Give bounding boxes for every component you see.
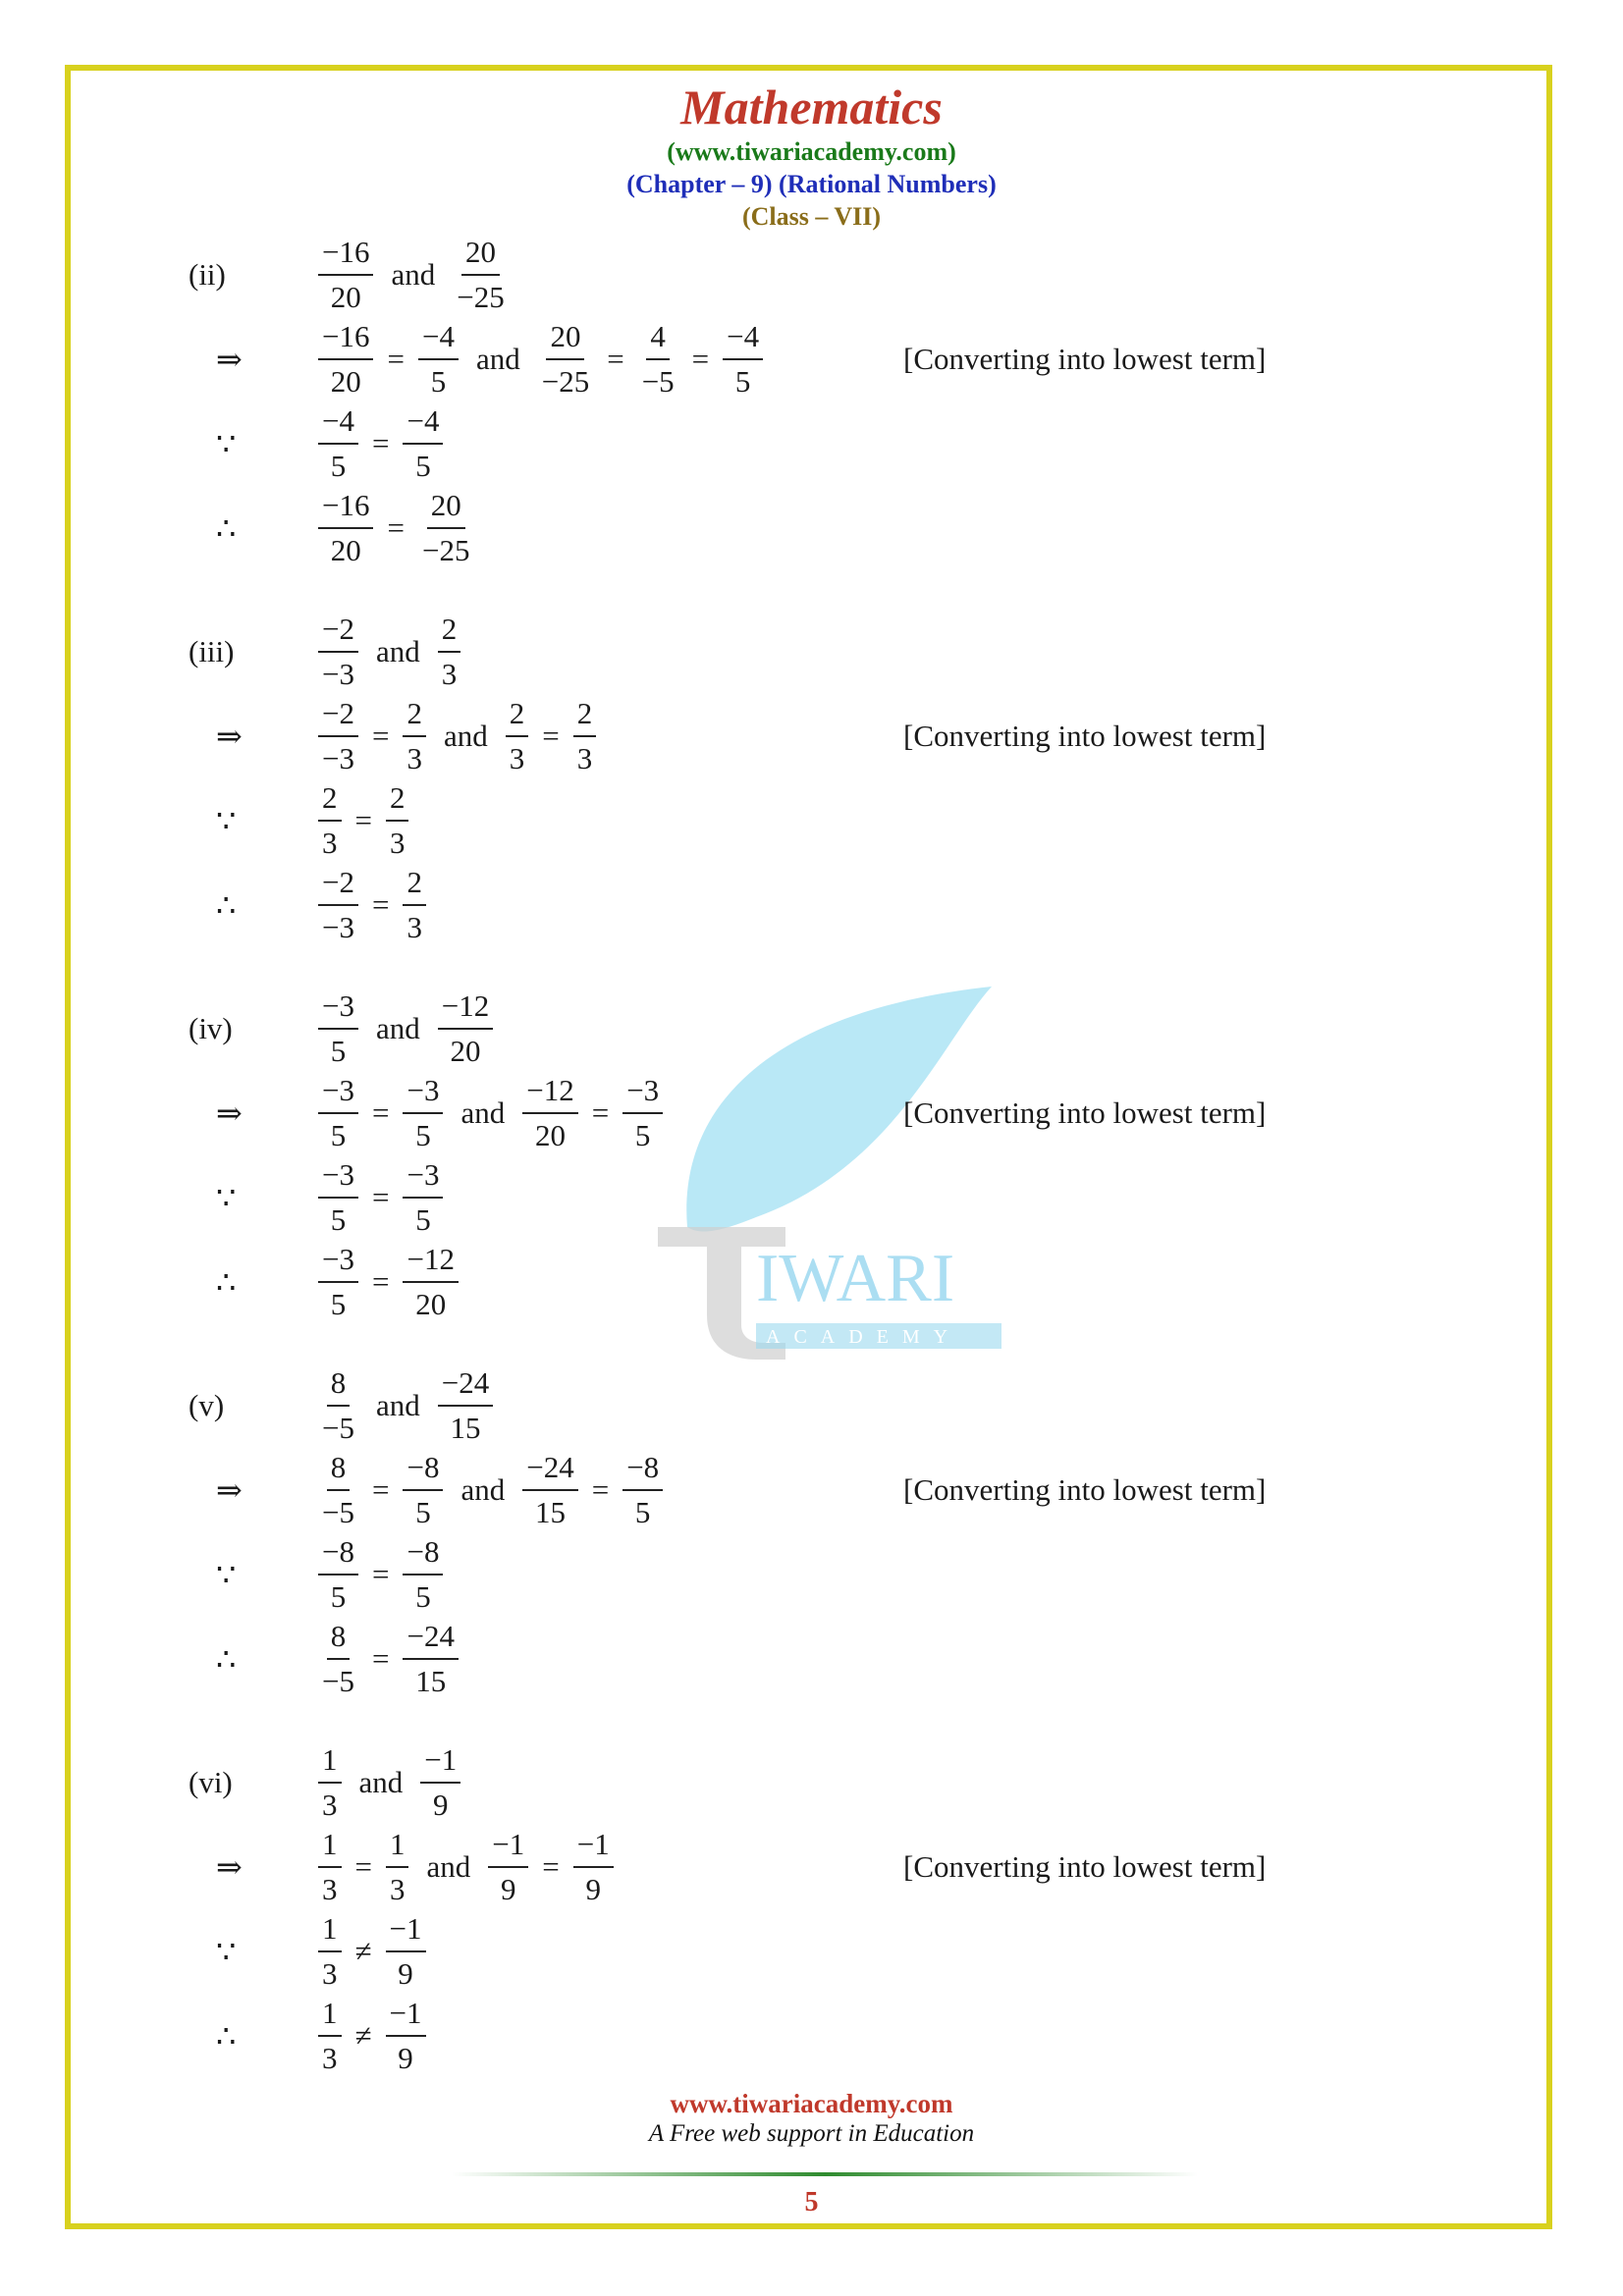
numerator: −24: [522, 1448, 577, 1491]
numerator: 8: [327, 1617, 351, 1660]
because-expression: [314, 400, 447, 488]
equals-sign: =: [607, 342, 624, 376]
conclusion-expression: [314, 484, 477, 572]
equals-sign: =: [371, 426, 390, 460]
numerator: 20: [546, 317, 584, 360]
numerator: 1: [386, 1825, 409, 1868]
denominator: 5: [415, 1579, 431, 1614]
therefore-symbol: ∴: [216, 510, 237, 546]
numerator: −12: [522, 1071, 577, 1114]
denominator: 20: [330, 364, 361, 399]
numerator: −8: [403, 1448, 443, 1491]
fraction: [318, 1363, 358, 1448]
numerator: 2: [438, 610, 461, 653]
numerator: −1: [488, 1825, 528, 1868]
fraction: [318, 486, 373, 570]
numerator: −2: [318, 694, 358, 737]
denominator: 3: [322, 2041, 338, 2075]
fraction: [318, 1155, 358, 1240]
equals-sign: =: [371, 1095, 390, 1130]
fraction: [318, 1994, 342, 2078]
numerator: −2: [318, 863, 358, 906]
because-expression: [314, 1530, 447, 1619]
denominator: −25: [421, 533, 470, 567]
fraction: [622, 1071, 663, 1155]
denominator: 5: [330, 1579, 347, 1614]
denominator: 3: [509, 741, 525, 775]
fraction: [438, 1363, 493, 1448]
numerator: 1: [318, 1994, 342, 2037]
numerator: −4: [723, 317, 763, 360]
equals-sign: =: [371, 1472, 390, 1507]
numerator: 8: [327, 1363, 351, 1407]
implies-symbol: ⇒: [216, 1472, 243, 1508]
fraction: [318, 317, 373, 401]
fraction: [638, 317, 678, 401]
fraction: [403, 1155, 443, 1240]
numerator: −1: [386, 1994, 426, 2037]
denominator: 20: [450, 1034, 481, 1068]
because-expression: [314, 776, 412, 865]
equals-sign: =: [371, 1180, 390, 1214]
denominator: 5: [415, 1202, 431, 1237]
denominator: 5: [330, 449, 347, 483]
fraction: [386, 778, 409, 863]
numerator: −3: [318, 1155, 358, 1199]
denominator: 20: [415, 1287, 447, 1321]
therefore-symbol: ∴: [216, 1264, 237, 1300]
equals-sign: =: [371, 1264, 390, 1299]
denominator: 3: [322, 1788, 338, 1822]
chapter-heading: (Chapter – 9) (Rational Numbers): [626, 170, 997, 198]
site-url[interactable]: (www.tiwariacademy.com): [667, 137, 956, 166]
denominator: 5: [330, 1287, 347, 1321]
lowest-term-note: [Converting into lowest term]: [903, 1095, 1267, 1130]
tiwari-academy-watermark: [648, 972, 1001, 1364]
denominator: 5: [330, 1034, 347, 1068]
fraction: [318, 863, 358, 947]
therefore-symbol: ∴: [216, 2018, 237, 2054]
equals-sign: =: [371, 1557, 390, 1591]
fraction: [318, 1825, 342, 1909]
fraction: [318, 778, 342, 863]
problem-label: (ii): [189, 257, 226, 292]
fraction: [506, 694, 529, 778]
lowest-term-note: [Converting into lowest term]: [903, 342, 1267, 376]
implies-symbol: ⇒: [216, 342, 243, 377]
numerator: −3: [318, 1071, 358, 1114]
denominator: 5: [330, 1118, 347, 1152]
lowest-term-note: [Converting into lowest term]: [903, 1849, 1267, 1884]
conversion-expression: [314, 1069, 667, 1157]
denominator: 3: [441, 657, 458, 691]
numerator: 20: [427, 486, 465, 529]
denominator: 15: [534, 1495, 566, 1529]
fraction: [318, 1240, 358, 1324]
numerator: −3: [318, 1240, 358, 1283]
numerator: −24: [438, 1363, 493, 1407]
not-equal-sign: ≠: [354, 2018, 372, 2053]
numerator: −8: [622, 1448, 663, 1491]
fraction: [386, 1909, 426, 1994]
problem-label: (v): [189, 1388, 225, 1422]
fraction: [418, 317, 459, 401]
implies-symbol: ⇒: [216, 1095, 243, 1131]
numerator: −1: [420, 1740, 460, 1784]
numerator: −4: [403, 401, 443, 445]
denominator: 5: [415, 1495, 431, 1529]
fraction: [318, 694, 358, 778]
fraction: [318, 1740, 342, 1825]
denominator: 9: [585, 1872, 601, 1906]
implies-symbol: ⇒: [216, 719, 243, 754]
given-expression: [314, 1362, 497, 1450]
denominator: 20: [330, 280, 361, 314]
because-symbol: ∵: [216, 1180, 237, 1215]
therefore-symbol: ∴: [216, 887, 237, 923]
and-word: and: [375, 1388, 420, 1422]
denominator: 3: [322, 1956, 338, 1991]
numerator: −3: [403, 1155, 443, 1199]
implies-symbol: ⇒: [216, 1849, 243, 1885]
conversion-expression: [314, 1823, 618, 1911]
because-expression: [314, 1907, 430, 1996]
fraction: [318, 987, 358, 1071]
denominator: 5: [415, 1118, 431, 1152]
fraction: [723, 317, 763, 401]
conversion-expression: [314, 692, 600, 780]
fraction: [488, 1825, 528, 1909]
because-symbol: ∵: [216, 1557, 237, 1592]
because-expression: [314, 1153, 447, 1242]
numerator: 2: [506, 694, 529, 737]
fraction: [403, 1448, 443, 1532]
denominator: 9: [500, 1872, 516, 1906]
denominator: 20: [534, 1118, 566, 1152]
fraction: [622, 1448, 663, 1532]
fraction: [318, 401, 358, 486]
not-equal-sign: ≠: [354, 1934, 372, 1968]
numerator: −8: [318, 1532, 358, 1575]
denominator: 15: [450, 1411, 481, 1445]
therefore-symbol: ∴: [216, 1641, 237, 1677]
numerator: −3: [622, 1071, 663, 1114]
numerator: 2: [386, 778, 409, 822]
numerator: −1: [573, 1825, 614, 1868]
numerator: 8: [327, 1448, 351, 1491]
denominator: 5: [330, 1202, 347, 1237]
fraction: [318, 1448, 358, 1532]
fraction: [386, 1994, 426, 2078]
numerator: −4: [418, 317, 459, 360]
denominator: 20: [330, 533, 361, 567]
because-symbol: ∵: [216, 803, 237, 838]
denominator: −5: [322, 1495, 354, 1529]
equals-sign: =: [542, 1849, 560, 1884]
fraction: [403, 1532, 443, 1617]
conclusion-expression: [314, 1238, 462, 1326]
denominator: 15: [415, 1664, 447, 1698]
denominator: −25: [541, 364, 590, 399]
numerator: −8: [403, 1532, 443, 1575]
denominator: 3: [389, 1872, 406, 1906]
footer-tagline: A Free web support in Education: [648, 2120, 975, 2147]
watermark-main-text: IWARI: [756, 1241, 955, 1316]
fraction: [318, 1617, 358, 1701]
denominator: 3: [322, 826, 338, 860]
fraction: [318, 1909, 342, 1994]
fraction: [522, 1448, 577, 1532]
fraction: [403, 1617, 458, 1701]
fraction: [438, 610, 461, 694]
numerator: −12: [438, 987, 493, 1030]
conclusion-expression: [314, 861, 430, 949]
denominator: 5: [634, 1495, 651, 1529]
denominator: 9: [398, 2041, 413, 2075]
conclusion-expression: [314, 1615, 462, 1703]
equals-sign: =: [354, 1849, 372, 1884]
class-heading: (Class – VII): [741, 202, 882, 231]
equals-sign: =: [542, 719, 560, 753]
given-expression: [314, 1738, 464, 1827]
equals-sign: =: [387, 342, 405, 376]
and-word: and: [426, 1849, 471, 1884]
numerator: 1: [318, 1909, 342, 1952]
numerator: −3: [403, 1071, 443, 1114]
equals-sign: =: [371, 1641, 390, 1676]
fraction: [318, 233, 373, 317]
denominator: 9: [433, 1788, 449, 1822]
problem-label: (iv): [189, 1011, 233, 1045]
fraction: [403, 1240, 458, 1324]
denominator: 3: [389, 826, 406, 860]
denominator: −5: [322, 1411, 354, 1445]
page-number: 5: [804, 2187, 819, 2217]
numerator: 4: [646, 317, 670, 360]
fraction: [318, 1532, 358, 1617]
equals-sign: =: [591, 1095, 610, 1130]
denominator: 5: [734, 364, 751, 399]
conversion-expression: [314, 315, 767, 403]
numerator: 2: [318, 778, 342, 822]
equals-sign: =: [354, 803, 372, 837]
fraction: [420, 1740, 460, 1825]
because-symbol: ∵: [216, 1934, 237, 1969]
denominator: 5: [415, 449, 431, 483]
given-expression: [314, 985, 497, 1073]
footer-site-link[interactable]: www.tiwariacademy.com: [670, 2089, 953, 2118]
denominator: 3: [406, 910, 422, 944]
denominator: −3: [322, 741, 354, 775]
numerator: −16: [318, 233, 373, 276]
and-word: and: [443, 719, 488, 753]
numerator: −3: [318, 987, 358, 1030]
denominator: 5: [634, 1118, 651, 1152]
because-symbol: ∵: [216, 426, 237, 461]
fraction: [318, 1071, 358, 1155]
and-word: and: [358, 1765, 404, 1799]
problem-label: (vi): [189, 1765, 233, 1799]
fraction: [403, 1071, 443, 1155]
equals-sign: =: [591, 1472, 610, 1507]
denominator: −5: [641, 364, 675, 399]
conversion-expression: [314, 1446, 667, 1534]
numerator: 2: [573, 694, 597, 737]
equals-sign: =: [387, 510, 405, 545]
denominator: −3: [322, 657, 354, 691]
numerator: −16: [318, 486, 373, 529]
and-word: and: [391, 257, 436, 292]
fraction: [418, 486, 473, 570]
denominator: 9: [398, 1956, 413, 1991]
denominator: −3: [322, 910, 354, 944]
fraction: [403, 401, 443, 486]
fraction: [403, 863, 426, 947]
numerator: 1: [318, 1825, 342, 1868]
denominator: −25: [457, 280, 505, 314]
numerator: −16: [318, 317, 373, 360]
fraction: [522, 1071, 577, 1155]
problem-label: (iii): [189, 634, 235, 668]
denominator: 3: [576, 741, 593, 775]
numerator: −2: [318, 610, 358, 653]
fraction: [573, 1825, 614, 1909]
fraction: [453, 233, 508, 317]
denominator: 3: [322, 1872, 338, 1906]
watermark-sub-text: ACADEMY: [766, 1326, 962, 1348]
denominator: −5: [322, 1664, 354, 1698]
equals-sign: =: [371, 887, 390, 922]
and-word: and: [375, 1011, 420, 1045]
numerator: −4: [318, 401, 358, 445]
and-word: and: [475, 342, 520, 376]
fraction: [573, 694, 597, 778]
equals-sign: =: [371, 719, 390, 753]
fraction: [386, 1825, 409, 1909]
fraction: [438, 987, 493, 1071]
conclusion-expression: [314, 1992, 430, 2080]
numerator: 2: [403, 694, 426, 737]
equals-sign: =: [691, 342, 710, 376]
given-expression: [314, 608, 464, 696]
page-title: Mathematics: [680, 80, 943, 134]
fraction: [538, 317, 593, 401]
numerator: 20: [461, 233, 500, 276]
lowest-term-note: [Converting into lowest term]: [903, 1472, 1267, 1507]
numerator: −1: [386, 1909, 426, 1952]
numerator: −12: [403, 1240, 458, 1283]
numerator: −24: [403, 1617, 458, 1660]
fraction: [318, 610, 358, 694]
given-expression: [314, 231, 513, 319]
numerator: 1: [318, 1740, 342, 1784]
denominator: 5: [430, 364, 447, 399]
and-word: and: [460, 1472, 506, 1507]
and-word: and: [375, 634, 420, 668]
footer-divider: [452, 2171, 1198, 2177]
and-word: and: [460, 1095, 506, 1130]
lowest-term-note: [Converting into lowest term]: [903, 719, 1267, 753]
denominator: 3: [406, 741, 422, 775]
numerator: 2: [403, 863, 426, 906]
fraction: [403, 694, 426, 778]
